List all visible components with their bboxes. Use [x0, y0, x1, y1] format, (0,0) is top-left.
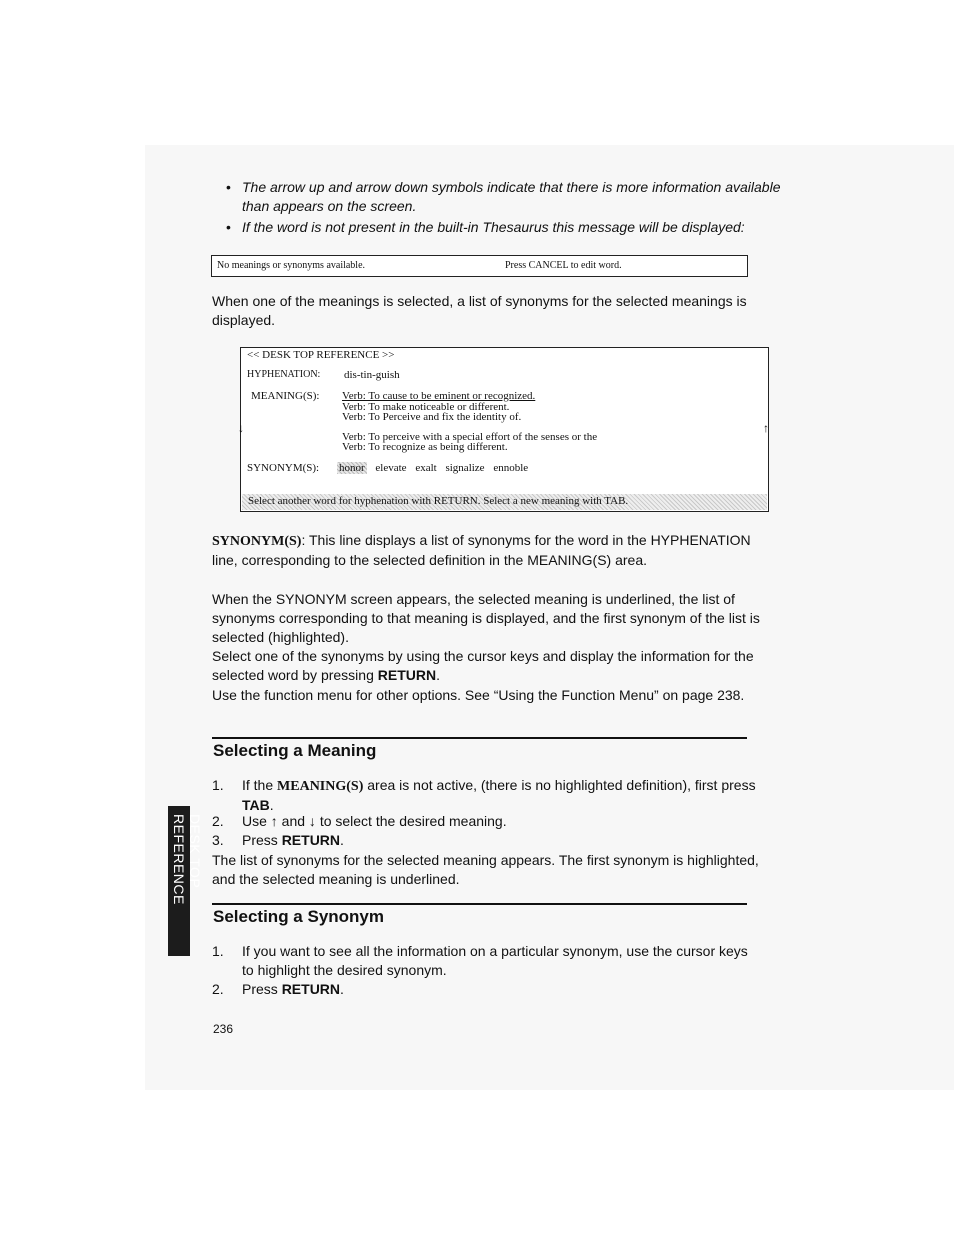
- hyphenation-value: dis-tin-guish: [344, 369, 400, 381]
- status-bar: [242, 494, 767, 510]
- note-bullets: [226, 178, 786, 239]
- meaning-item[interactable]: Verb: To recognize as being different.: [342, 441, 508, 453]
- synonyms-label: SYNONYM(S):: [247, 462, 320, 474]
- tab-key: TAB: [242, 797, 270, 813]
- step-text: .: [269, 797, 274, 813]
- arrow-down-icon: ↓: [238, 421, 244, 435]
- step-text: Press: [242, 832, 282, 848]
- step-number: 1.: [212, 943, 224, 959]
- meaning-closing: The list of synonyms for the selected meaning appears. The first synonym is highlighted, and the selected meaning is underlined.: [212, 852, 759, 887]
- p3-text: Select one of the synonyms by using the cursor keys and display the information for the selected word by pressing: [212, 648, 754, 683]
- section-rule: [212, 903, 747, 905]
- page-number: 236: [213, 1022, 234, 1036]
- step-text: area is not active, (there is no highlighted definition), first press: [363, 777, 756, 793]
- bullet-arrows: • The arrow up and arrow down symbols indicate that there is more information available than appears on the screen.: [226, 178, 786, 216]
- synonym-list: [337, 462, 528, 474]
- meaning-item[interactable]: Verb: To cause to be eminent or recognized.: [342, 390, 536, 402]
- message-box-left: No meanings or synonyms available.: [217, 260, 366, 271]
- synonym-screen-paragraph: When the SYNONYM screen appears, the selected meaning is underlined, the list of synonyms corresponding to that meaning is displayed, and the first synonym of the list is selected (highlighted).: [212, 591, 760, 645]
- step-text: Use ↑ and ↓ to select the desired meaning.: [242, 813, 507, 829]
- meaning-key: MEANING(S): [277, 779, 364, 794]
- screen-title: << DESK TOP REFERENCE >>: [247, 349, 395, 361]
- arrow-up-icon: ↑: [763, 421, 769, 435]
- function-menu-paragraph: Use the function menu for other options. See “Using the Function Menu” on page 238.: [212, 687, 745, 703]
- select-synonym-paragraph: [212, 647, 772, 685]
- meanings-label: MEANING(S):: [251, 390, 320, 402]
- synonym-item[interactable]: ennoble: [493, 462, 529, 474]
- synonym-desc-text: : This line displays a list of synonyms for the word in the HYPHENATION line, corresponding to the selected definition in the MEANING(S) area.: [212, 532, 751, 568]
- meaning-step-1: [212, 776, 762, 815]
- section-rule: [212, 737, 747, 739]
- step-number: 2.: [212, 981, 224, 997]
- step-number: 1.: [212, 777, 224, 793]
- step-text: If you want to see all the information on a particular synonym, use the cursor keys to highlight the desired synonym.: [242, 943, 748, 978]
- bullet-not-present: • If the word is not present in the built-in Thesaurus this message will be displayed:: [226, 218, 786, 237]
- heading-selecting-synonym: Selecting a Synonym: [213, 907, 384, 926]
- meaning-step-3: [212, 831, 762, 850]
- meaning-item[interactable]: Verb: To Perceive and fix the identity of.: [342, 411, 522, 423]
- synonym-item[interactable]: exalt: [415, 462, 437, 474]
- step-text: .: [340, 832, 344, 848]
- p3-end: .: [436, 667, 440, 683]
- step-text: .: [340, 981, 344, 997]
- synonym-item[interactable]: elevate: [375, 462, 407, 474]
- return-key: RETURN: [281, 981, 341, 997]
- side-tab: [168, 806, 203, 956]
- heading-selecting-meaning: Selecting a Meaning: [213, 741, 377, 760]
- step-text: If the: [242, 777, 278, 793]
- synonym-term: SYNONYM(S): [212, 534, 302, 549]
- step-number: 3.: [212, 832, 224, 848]
- meaning-item[interactable]: Verb: To perceive with a special effort of the senses or the: [342, 431, 598, 443]
- thesaurus-screen: [240, 347, 769, 512]
- synonym-step-1: [212, 942, 762, 980]
- return-key: RETURN: [281, 832, 341, 848]
- step-text: Press: [242, 981, 282, 997]
- synonym-description: [212, 531, 772, 570]
- return-key: RETURN: [377, 667, 437, 683]
- synonym-item-selected[interactable]: honor: [339, 462, 365, 474]
- synonym-step-2: [212, 980, 762, 999]
- synonym-item[interactable]: signalize: [445, 462, 485, 474]
- intro-paragraph: When one of the meanings is selected, a list of synonyms for the selected meanings is displayed.: [212, 293, 747, 328]
- message-box-right: Press CANCEL to edit word.: [505, 260, 622, 271]
- hyphenation-label: HYPHENATION:: [247, 369, 321, 380]
- meaning-step-2: [212, 812, 762, 831]
- status-text: Select another word for hyphenation with RETURN. Select a new meaning with TAB.: [248, 495, 629, 507]
- side-tab-label: DESK TOP REFERENCE: [171, 814, 203, 905]
- step-number: 2.: [212, 813, 224, 829]
- message-box: [211, 255, 748, 277]
- meaning-item[interactable]: Verb: To make noticeable or different.: [342, 401, 510, 413]
